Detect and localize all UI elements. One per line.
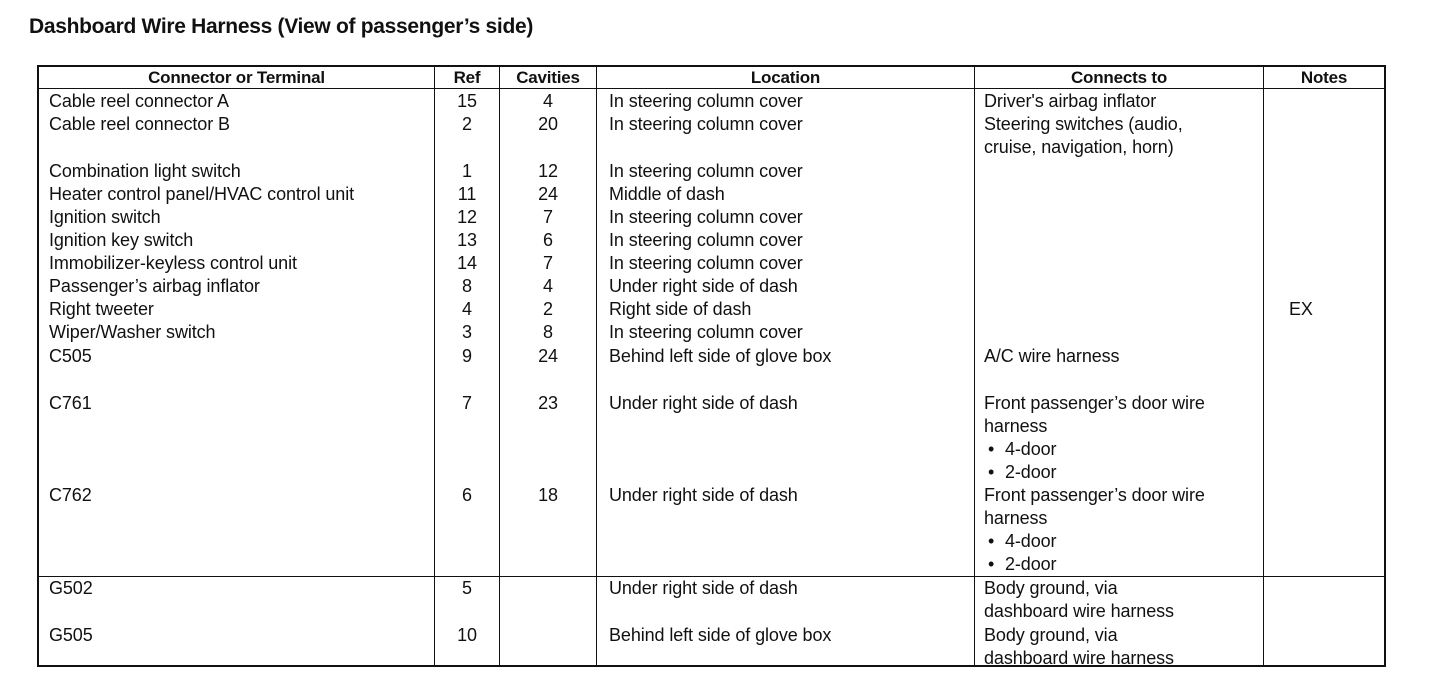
location-cell: In steering column cover — [609, 207, 803, 227]
connector-cell: Wiper/Washer switch — [49, 322, 216, 342]
connects-to-cell — [984, 392, 1205, 484]
connects-to-line: Body ground, via — [984, 625, 1118, 645]
connects-to-line: Front passenger’s door wire — [984, 393, 1205, 413]
location-cell: Under right side of dash — [609, 276, 798, 296]
cavities-cell: 20 — [538, 114, 558, 134]
ref-cell: 12 — [457, 207, 477, 227]
cavities-cell: 4 — [543, 91, 553, 111]
connector-cell: Cable reel connector B — [49, 114, 230, 134]
connects-to-cell — [984, 90, 1156, 113]
cavities-cell: 4 — [543, 276, 553, 296]
connector-cell: C761 — [49, 393, 92, 413]
connects-to-line: harness — [984, 508, 1048, 528]
connects-to-line: Body ground, via — [984, 578, 1118, 598]
connects-to-line: A/C wire harness — [984, 346, 1120, 366]
connects-to-line: dashboard wire harness — [984, 648, 1174, 668]
cavities-cell: 23 — [538, 393, 558, 413]
header-location: Location — [750, 68, 821, 87]
connector-cell: Right tweeter — [49, 299, 154, 319]
connector-cell: G505 — [49, 625, 93, 645]
location-cell: Right side of dash — [609, 299, 752, 319]
connector-cell: Ignition key switch — [49, 230, 194, 250]
ref-cell: 2 — [462, 114, 472, 134]
door-variant-label: 4-door — [1005, 439, 1057, 459]
door-variant-item — [984, 438, 1205, 461]
location-cell: Under right side of dash — [609, 578, 798, 598]
header-cavities: Cavities — [516, 68, 580, 87]
table-grid — [39, 67, 1384, 668]
cavities-cell: 24 — [538, 346, 558, 366]
cavities-cell: 2 — [543, 299, 553, 319]
connects-to-line: harness — [984, 416, 1048, 436]
ref-cell: 13 — [457, 230, 477, 250]
connects-to-cell — [984, 577, 1174, 623]
connects-to-cell — [984, 345, 1119, 368]
ref-cell: 8 — [462, 276, 472, 296]
door-variant-label: 4-door — [1005, 531, 1057, 551]
header-connects-to: Connects to — [1070, 68, 1168, 87]
bullet-icon: • — [988, 439, 995, 459]
column-divider — [1263, 67, 1264, 665]
ref-cell: 6 — [462, 485, 472, 505]
connector-cell: Heater control panel/HVAC control unit — [49, 184, 355, 204]
column-divider — [974, 67, 975, 665]
cavities-cell: 8 — [543, 322, 553, 342]
location-cell: In steering column cover — [609, 322, 803, 342]
connector-cell: Combination light switch — [49, 161, 241, 181]
bullet-icon: • — [988, 554, 995, 574]
location-cell: Behind left side of glove box — [609, 346, 832, 366]
location-cell: In steering column cover — [609, 253, 803, 273]
location-cell: Under right side of dash — [609, 393, 798, 413]
cavities-cell: 18 — [538, 485, 558, 505]
connector-cell: Immobilizer-keyless control unit — [49, 253, 297, 273]
ref-cell: 11 — [457, 184, 477, 204]
header-notes: Notes — [1300, 68, 1348, 87]
connector-cell: G502 — [49, 578, 93, 598]
bullet-icon: • — [988, 462, 995, 482]
ref-cell: 3 — [462, 322, 472, 342]
connects-to-line: Steering switches (audio, — [984, 114, 1183, 134]
door-variant-item — [984, 530, 1205, 553]
door-variant-item — [984, 553, 1205, 576]
connector-cell: Cable reel connector A — [49, 91, 229, 111]
connects-to-cell — [984, 484, 1205, 576]
connects-to-line: dashboard wire harness — [984, 601, 1174, 621]
ref-cell: 14 — [457, 253, 477, 273]
location-cell: In steering column cover — [609, 91, 803, 111]
column-divider — [596, 67, 597, 665]
connects-to-cell — [984, 624, 1174, 670]
connects-to-line: Front passenger’s door wire — [984, 485, 1205, 505]
cavities-cell: 12 — [538, 161, 558, 181]
connector-table — [37, 65, 1386, 667]
ref-cell: 9 — [462, 346, 472, 366]
ref-cell: 15 — [457, 91, 477, 111]
location-cell: In steering column cover — [609, 161, 803, 181]
ref-cell: 5 — [462, 578, 472, 598]
door-variant-label: 2-door — [1005, 462, 1057, 482]
ref-cell: 4 — [462, 299, 472, 319]
page-title: Dashboard Wire Harness (View of passenger’s side) — [29, 15, 534, 38]
connector-cell: Ignition switch — [49, 207, 161, 227]
header-ref: Ref — [453, 68, 481, 87]
location-cell: Behind left side of glove box — [609, 625, 832, 645]
connects-to-line: Driver's airbag inflator — [984, 91, 1157, 111]
header-connector: Connector or Terminal — [148, 68, 325, 87]
cavities-cell: 7 — [543, 207, 553, 227]
location-cell: Middle of dash — [609, 184, 725, 204]
location-cell: In steering column cover — [609, 230, 803, 250]
bullet-icon: • — [988, 531, 995, 551]
connector-cell: C505 — [49, 346, 92, 366]
ref-cell: 1 — [462, 161, 472, 181]
connector-cell: Passenger’s airbag inflator — [49, 276, 260, 296]
cavities-cell: 7 — [543, 253, 553, 273]
cavities-cell: 6 — [543, 230, 553, 250]
location-cell: In steering column cover — [609, 114, 803, 134]
ref-cell: 10 — [457, 625, 477, 645]
cavities-cell: 24 — [538, 184, 558, 204]
door-variant-label: 2-door — [1005, 554, 1057, 574]
location-cell: Under right side of dash — [609, 485, 798, 505]
connects-to-line: cruise, navigation, horn) — [984, 137, 1174, 157]
connector-cell: C762 — [49, 485, 92, 505]
ref-cell: 7 — [462, 393, 472, 413]
connects-to-cell — [984, 113, 1183, 159]
notes-cell: EX — [1289, 299, 1313, 319]
door-variant-item — [984, 461, 1205, 484]
